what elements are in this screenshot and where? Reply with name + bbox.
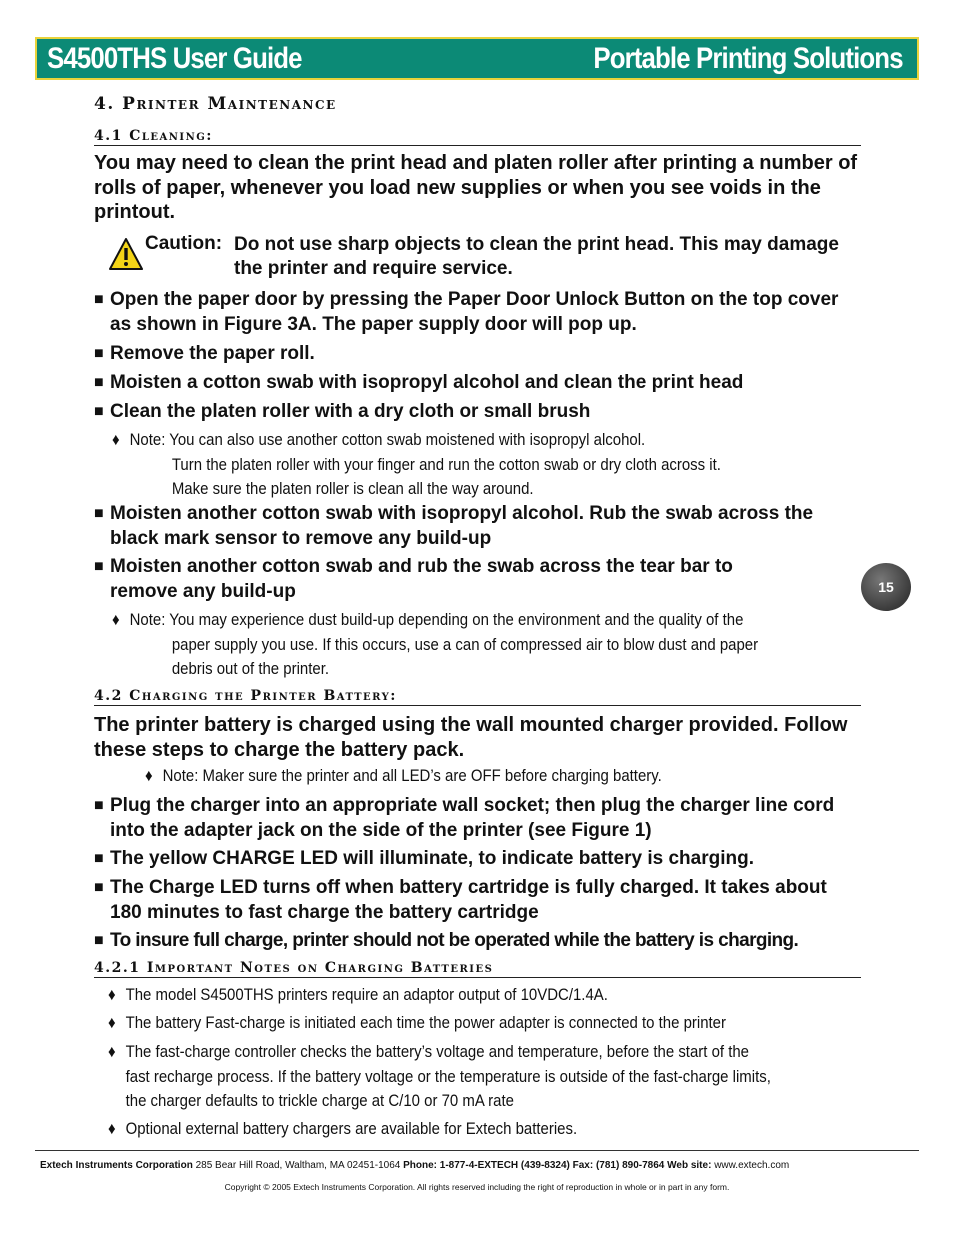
copyright-notice: Copyright © 2005 Extech Instruments Corporation. All rights reserved including the right of reproduction in whole or in part in any form. [224, 1182, 730, 1192]
cleaning-heading: 4.1 Cleaning: [94, 128, 861, 146]
square-bullet-icon: ■ [94, 879, 104, 896]
section-title: 4. Printer Maintenance [94, 94, 337, 114]
square-bullet-icon: ■ [94, 505, 104, 522]
square-bullet-icon: ■ [94, 403, 104, 420]
page-number-badge: 15 [861, 563, 911, 611]
guide-title: S4500THS User Guide [47, 42, 302, 75]
diamond-icon: ♦ [108, 1119, 116, 1138]
square-bullet-icon: ■ [94, 797, 104, 814]
footer-address: 285 Bear Hill Road, Waltham, MA 02451-1064 [195, 1160, 401, 1171]
important-notes-heading: 4.2.1 Important Notes on Charging Batteries [94, 960, 861, 978]
list-item: ■ Open the paper door by pressing the Paper Door Unlock Button on the top cover as shown in Figure 3A. The paper supply door will pop up. [94, 289, 839, 335]
square-bullet-icon: ■ [94, 291, 104, 308]
list-item: ■ Moisten a cotton swab with isopropyl alcohol and clean the print head [94, 371, 864, 396]
list-item: ■ Moisten another cotton swab with isopropyl alcohol. Rub the swab across the black mark sensor to remove any build-up [94, 503, 814, 549]
note-dust: ♦ Note: You may experience dust build-up depending on the environment and the quality of the paper supply you use. If this occurs, use a can of compressed air to blow dust and paper debris out of the printer. [112, 610, 759, 678]
header-tagline: Portable Printing Solutions [593, 42, 903, 75]
square-bullet-icon: ■ [94, 932, 104, 949]
list-item: ♦ The fast-charge controller checks the battery’s voltage and temperature, before the start of the fast recharge process. If the battery voltage or the temperature is outside of the fast-charge limits, the charger defaults to trickle charge at C/10 or 70 mA rate [108, 1042, 771, 1110]
footer-website[interactable]: www.extech.com [714, 1160, 790, 1171]
diamond-icon: ♦ [108, 1042, 116, 1061]
charging-intro: The printer battery is charged using the wall mounted charger provided. Follow these steps to charge the battery pack. [94, 714, 848, 761]
list-item: ■ Moisten another cotton swab and rub the swab across the tear bar to remove any build-up [94, 556, 733, 602]
caution-label: Caution: [145, 233, 223, 254]
footer-divider [35, 1150, 919, 1151]
square-bullet-icon: ■ [94, 850, 104, 867]
list-item: ■ The Charge LED turns off when battery cartridge is fully charged. It takes about 180 minutes to fast charge the battery cartridge [94, 877, 827, 923]
diamond-icon: ♦ [108, 985, 116, 1004]
list-item: ♦ Optional external battery chargers are available for Extech batteries. [108, 1117, 777, 1142]
footer-contact [40, 1160, 789, 1171]
diamond-icon: ♦ [145, 766, 153, 785]
square-bullet-icon: ■ [94, 374, 104, 391]
header-bar [35, 37, 919, 80]
square-bullet-icon: ■ [94, 558, 104, 575]
note-platen: ♦ Note: You can also use another cotton swab moistened with isopropyl alcohol. Turn the platen roller with your finger and run the cotton swab or dry cloth across it. Make sure the platen roller is clean all the way around. [112, 430, 721, 498]
diamond-icon: ♦ [112, 430, 120, 449]
warning-triangle-icon [108, 237, 144, 271]
caution-block [108, 233, 868, 285]
diamond-icon: ♦ [112, 610, 120, 629]
charging-heading: 4.2 Charging the Printer Battery: [94, 688, 861, 706]
list-item: ■ Plug the charger into an appropriate wall socket; then plug the charger line cord into the adapter jack on the side of the printer (see Figure 1) [94, 795, 835, 841]
list-item: ■ To insure full charge, printer should not be operated while the battery is charging. [94, 929, 864, 954]
cleaning-intro: You may need to clean the print head and platen roller after printing a number of rolls of paper, whenever you load new supplies or when you see voids in the printout. [94, 152, 858, 223]
list-item: ♦ The battery Fast-charge is initiated each time the power adapter is connected to the printer [108, 1011, 777, 1036]
diamond-icon: ♦ [108, 1013, 116, 1032]
caution-text: Do not use sharp objects to clean the print head. This may damage the printer and require service. [234, 234, 839, 279]
list-item: ■ Clean the platen roller with a dry cloth or small brush [94, 400, 864, 425]
square-bullet-icon: ■ [94, 345, 104, 362]
note-leds-off: ♦ Note: Maker sure the printer and all LED’s are OFF before charging battery. [145, 764, 814, 789]
list-item: ■ Remove the paper roll. [94, 342, 864, 367]
footer-company: Extech Instruments Corporation [40, 1160, 193, 1171]
list-item: ■ The yellow CHARGE LED will illuminate, to indicate battery is charging. [94, 847, 864, 872]
footer-phone: Phone: 1-877-4-EXTECH (439-8324) Fax: (781) 890-7864 Web site: [403, 1160, 712, 1171]
list-item: ♦ The model S4500THS printers require an adaptor output of 10VDC/1.4A. [108, 983, 777, 1008]
